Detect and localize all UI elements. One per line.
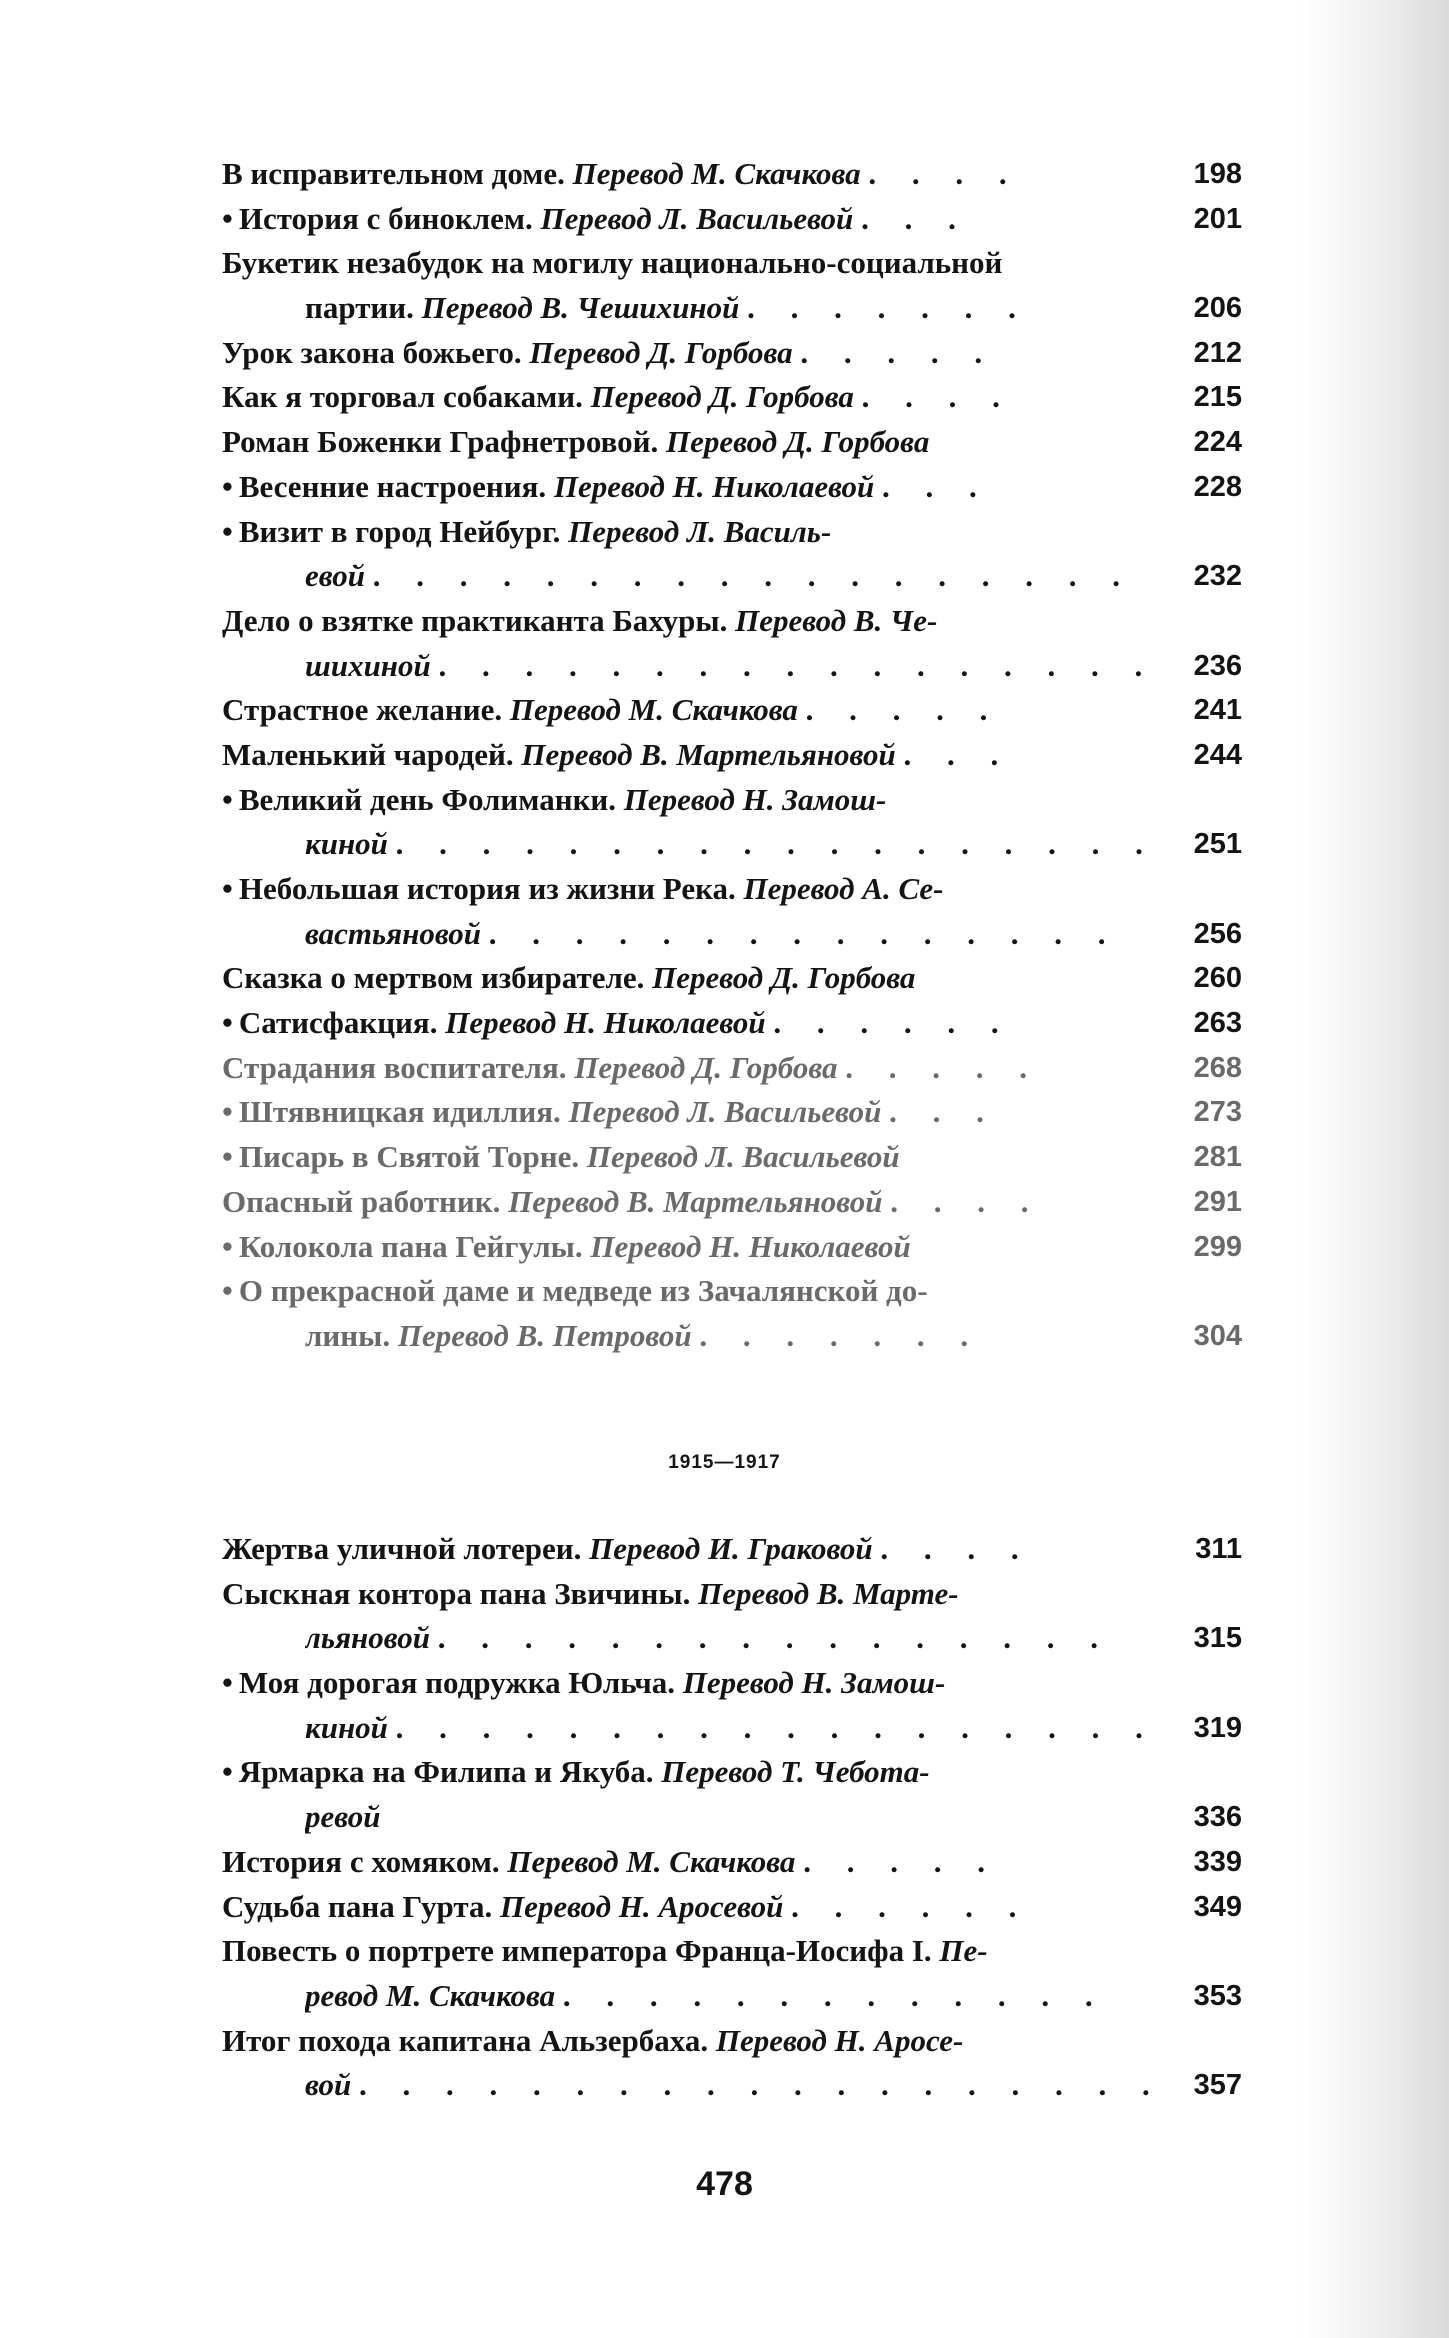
toc-entry-line bbox=[222, 1929, 1242, 1974]
toc-entry-line bbox=[222, 465, 1242, 510]
bullet-marker: • bbox=[222, 871, 233, 906]
toc-entry-line bbox=[222, 510, 1242, 555]
entry-translator: Перевод Д. Горбова bbox=[652, 960, 916, 996]
toc-entry bbox=[222, 1527, 1242, 1572]
toc-entry-line bbox=[222, 1180, 1242, 1225]
entry-translator: Перевод М. Скачкова bbox=[507, 1843, 796, 1879]
entry-translator: ревод М. Скачкова bbox=[305, 1977, 556, 2013]
toc-entry bbox=[222, 1090, 1242, 1135]
entry-page-number: 319 bbox=[1193, 1711, 1242, 1744]
toc-entry-line bbox=[222, 644, 1242, 689]
entry-page-number: 336 bbox=[1193, 1801, 1242, 1834]
toc-entry-line bbox=[222, 1795, 1242, 1840]
entry-translator: Перевод М. Скачкова bbox=[572, 156, 861, 191]
toc-entry bbox=[222, 1269, 1242, 1358]
entry-page-number: 236 bbox=[1193, 649, 1242, 682]
entry-title: Страдания воспитателя. bbox=[222, 1049, 567, 1085]
entry-translator: Перевод Д. Горбова bbox=[529, 334, 793, 370]
entry-title: Страстное желание. bbox=[222, 692, 503, 728]
entry-translator: Пе- bbox=[939, 1933, 988, 1969]
toc-entry bbox=[222, 599, 1242, 688]
toc-entry-line bbox=[222, 2063, 1242, 2108]
bullet-marker: • bbox=[222, 1005, 233, 1041]
toc-entry-line bbox=[222, 912, 1242, 957]
entry-title: Визит в город Нейбург. bbox=[238, 513, 561, 549]
toc-entry-line bbox=[222, 420, 1242, 465]
entry-page-number: 268 bbox=[1193, 1051, 1242, 1084]
entry-page-number: 251 bbox=[1193, 828, 1242, 861]
entry-page-number: 353 bbox=[1193, 1979, 1242, 2012]
leader-dots: . . . . . bbox=[845, 1049, 1042, 1085]
leader-dots: . . . . . bbox=[803, 1843, 999, 1879]
leader-dots: . . . . . bbox=[800, 334, 997, 370]
entry-translator: шихиной bbox=[305, 647, 431, 683]
entry-page-number: 241 bbox=[1193, 694, 1242, 727]
toc-entry-line bbox=[222, 1661, 1242, 1706]
entry-title: Как я торговал собаками. bbox=[222, 379, 583, 415]
toc-entry-line bbox=[222, 1706, 1242, 1751]
entry-page-number: 304 bbox=[1193, 1319, 1242, 1352]
entry-translator: Перевод В. Чешихиной bbox=[421, 290, 740, 326]
toc-entry bbox=[222, 152, 1242, 197]
entry-translator: вастьяновой bbox=[305, 915, 482, 951]
entry-title: История с биноклем. bbox=[238, 200, 533, 236]
entry-title: Дело о взятке практиканта Бахуры. bbox=[222, 602, 728, 638]
toc-entry-line bbox=[222, 733, 1242, 778]
toc-entry-line bbox=[222, 1225, 1242, 1270]
leader-dots: . . . . . . . bbox=[699, 1317, 983, 1353]
entry-translator: евой bbox=[305, 558, 365, 594]
entry-translator: Перевод Д. Горбова bbox=[574, 1049, 838, 1085]
toc-entry-line bbox=[222, 1314, 1242, 1359]
toc-entry-line bbox=[222, 554, 1242, 599]
entry-translator: киной bbox=[305, 826, 388, 862]
toc-entry-line bbox=[222, 1750, 1242, 1795]
toc-entry bbox=[222, 420, 1242, 465]
entry-title: Великий день Фолиманки. bbox=[238, 781, 617, 817]
entry-title: Колокола пана Гейгулы. bbox=[238, 1228, 583, 1264]
entry-translator: Перевод В. Мартельяновой bbox=[508, 1183, 883, 1219]
toc-entry bbox=[222, 1225, 1242, 1270]
entry-translator: Перевод Т. Чебота- bbox=[661, 1754, 930, 1790]
toc-entry-line bbox=[222, 1974, 1242, 2019]
entry-translator: Перевод Н. Замош- bbox=[682, 1665, 946, 1701]
bullet-marker: • bbox=[222, 1228, 233, 1264]
entry-title: История с хомяком. bbox=[222, 1843, 500, 1879]
leader-dots: . . . . . . . . . . . . . . . . bbox=[437, 1620, 1112, 1656]
entry-page-number: 281 bbox=[1193, 1141, 1242, 1174]
entry-translator: Перевод Н. Аросевой bbox=[499, 1888, 784, 1924]
entry-translator: вой bbox=[305, 2067, 352, 2103]
entry-title: Ярмарка на Филипа и Якуба. bbox=[238, 1754, 654, 1790]
toc-entry-line bbox=[222, 599, 1242, 644]
entry-translator: Перевод И. Граковой bbox=[589, 1531, 873, 1566]
entry-translator: Перевод В. Че- bbox=[735, 602, 938, 638]
toc-entry bbox=[222, 733, 1242, 778]
bullet-marker: • bbox=[222, 1665, 233, 1701]
entry-title: В исправительном доме. bbox=[222, 156, 565, 191]
leader-dots: . . . . . . . . . . . . . . . . . . bbox=[372, 558, 1134, 594]
toc-entry bbox=[222, 1180, 1242, 1225]
entry-page-number: 273 bbox=[1193, 1096, 1242, 1129]
entry-page-number: 198 bbox=[1193, 158, 1242, 190]
entry-page-number: 291 bbox=[1193, 1185, 1242, 1218]
leader-dots: . . . . . . . . . . . . . . . . . bbox=[438, 647, 1157, 683]
toc-entry-line bbox=[222, 241, 1242, 286]
leader-dots: . . . . . bbox=[805, 692, 1002, 728]
toc-entry-line bbox=[222, 2019, 1242, 2064]
bullet-marker: • bbox=[222, 200, 233, 236]
leader-dots: . . . bbox=[889, 1094, 998, 1130]
page-number: 478 bbox=[696, 2165, 753, 2203]
toc-entry-line bbox=[222, 1135, 1242, 1180]
entry-title: Роман Боженки Графнетровой. bbox=[222, 424, 659, 460]
entry-title: Моя дорогая подружка Юльча. bbox=[238, 1665, 676, 1701]
entry-translator: Перевод В. Мартельяновой bbox=[521, 736, 896, 772]
entry-translator: льяновой bbox=[305, 1620, 430, 1656]
entry-page-number: 215 bbox=[1193, 381, 1242, 414]
entry-title: Небольшая история из жизни Река. bbox=[238, 871, 736, 906]
section-heading: 1915—1917 bbox=[668, 1452, 781, 1473]
entry-title: Букетик незабудок на могилу национально-социальной bbox=[222, 245, 1003, 281]
toc-entry bbox=[222, 1840, 1242, 1885]
leader-dots: . . . . . . . . . . . . . . . . . . bbox=[395, 1709, 1157, 1745]
entry-page-number: 260 bbox=[1193, 962, 1242, 995]
entry-title: Писарь в Святой Торне. bbox=[238, 1139, 580, 1175]
toc-entry-line bbox=[222, 1885, 1242, 1930]
toc-entry-line bbox=[222, 778, 1242, 823]
entry-title: Урок закона божьего. bbox=[222, 334, 522, 370]
toc-entry bbox=[222, 241, 1242, 330]
leader-dots: . . . . bbox=[861, 379, 1014, 415]
toc-entry-line bbox=[222, 1001, 1242, 1046]
leader-dots: . . . . . . . . . . . . . . . bbox=[488, 915, 1120, 951]
entry-page-number: 232 bbox=[1193, 560, 1242, 593]
entry-page-number: 263 bbox=[1193, 1007, 1242, 1040]
toc-entry-line bbox=[222, 1269, 1242, 1314]
entry-translator: ревой bbox=[305, 1799, 381, 1835]
toc-entry-line bbox=[222, 1616, 1242, 1661]
toc-entry bbox=[222, 375, 1242, 420]
entry-page-number: 349 bbox=[1193, 1890, 1242, 1923]
entry-title: Жертва уличной лотереи. bbox=[222, 1531, 582, 1566]
toc-list-2 bbox=[222, 1527, 1242, 2108]
leader-dots: . . . bbox=[882, 468, 991, 504]
toc-entry-line bbox=[222, 1840, 1242, 1885]
entry-title: Опасный работник. bbox=[222, 1183, 501, 1219]
entry-translator: Перевод Н. Аросе- bbox=[715, 2022, 964, 2058]
toc-entry-line bbox=[222, 867, 1242, 912]
entry-translator: Перевод В. Петровой bbox=[397, 1317, 692, 1353]
entry-translator: Перевод Н. Замош- bbox=[623, 781, 887, 817]
toc-entry bbox=[222, 465, 1242, 510]
entry-translator: киной bbox=[305, 1709, 388, 1745]
entry-title: Сыскная контора пана Звичины. bbox=[222, 1575, 691, 1611]
entry-title: Судьба пана Гурта. bbox=[222, 1888, 493, 1924]
entry-title: Штявницкая идиллия. bbox=[238, 1094, 561, 1130]
toc-entry bbox=[222, 1661, 1242, 1750]
entry-title: Весенние настроения. bbox=[238, 468, 547, 504]
entry-page-number: 311 bbox=[1195, 1533, 1242, 1565]
entry-page-number: 206 bbox=[1193, 292, 1242, 325]
toc-entry bbox=[222, 1572, 1242, 1661]
bullet-marker: • bbox=[222, 1094, 233, 1130]
leader-dots: . . . . bbox=[880, 1531, 1033, 1566]
entry-title: Сказка о мертвом избирателе. bbox=[222, 960, 645, 996]
leader-dots: . . . . . . bbox=[773, 1005, 1013, 1041]
entry-page-number: 299 bbox=[1193, 1230, 1242, 1263]
bullet-marker: • bbox=[222, 1139, 233, 1175]
entry-translator: Перевод Л. Васильевой bbox=[568, 1094, 882, 1130]
entry-translator: Перевод В. Марте- bbox=[698, 1575, 959, 1611]
entry-page-number: 212 bbox=[1193, 336, 1242, 369]
entry-title: О прекрасной даме и медведе из Зачалянской до- bbox=[238, 1273, 928, 1309]
toc-entry-line bbox=[222, 286, 1242, 331]
entry-translator: Перевод Л. Васильевой bbox=[586, 1139, 900, 1175]
bullet-marker: • bbox=[222, 1273, 233, 1309]
bullet-marker: • bbox=[222, 781, 233, 817]
entry-translator: Перевод М. Скачкова bbox=[509, 692, 798, 728]
toc-entry bbox=[222, 197, 1242, 242]
toc-entry bbox=[222, 1001, 1242, 1046]
toc-entry-line bbox=[222, 688, 1242, 733]
entry-title: Итог похода капитана Альзербаха. bbox=[222, 2022, 709, 2058]
entry-page-number: 228 bbox=[1193, 470, 1242, 503]
leader-dots: . . . . . . . . . . . . . bbox=[562, 1977, 1107, 2013]
page-edge-shadow bbox=[1299, 0, 1449, 2338]
toc-entry-line bbox=[222, 822, 1242, 867]
toc-entry-line bbox=[222, 956, 1242, 1001]
toc-entry bbox=[222, 956, 1242, 1001]
entry-page-number: 201 bbox=[1193, 202, 1242, 235]
entry-title: Сатисфакция. bbox=[238, 1005, 438, 1041]
leader-dots: . . . bbox=[903, 736, 1013, 772]
toc-entry-line bbox=[222, 375, 1242, 420]
entry-page-number: 357 bbox=[1193, 2069, 1242, 2102]
toc-entry bbox=[222, 688, 1242, 733]
toc-entry bbox=[222, 1135, 1242, 1180]
leader-dots: . . . bbox=[861, 200, 970, 236]
entry-page-number: 315 bbox=[1193, 1622, 1242, 1655]
leader-dots: . . . . . . . . . . . . . . . . . . bbox=[395, 826, 1157, 862]
entry-title: Повесть о портрете императора Франца-Иосифа I. bbox=[222, 1933, 932, 1969]
entry-translator: Перевод Н. Николаевой bbox=[590, 1228, 911, 1264]
entry-translator: Перевод Н. Николаевой bbox=[445, 1005, 766, 1041]
leader-dots: . . . . . . bbox=[791, 1888, 1031, 1924]
entry-translator: Перевод Д. Горбова bbox=[590, 379, 854, 415]
entry-translator: Перевод Л. Василь- bbox=[568, 513, 832, 549]
leader-dots: . . . . bbox=[868, 156, 1021, 191]
bullet-marker: • bbox=[222, 513, 233, 549]
toc-entry bbox=[222, 1046, 1242, 1091]
toc-entry bbox=[222, 2019, 1242, 2108]
toc-entry-line bbox=[222, 1090, 1242, 1135]
toc-entry bbox=[222, 331, 1242, 376]
toc-entry bbox=[222, 1929, 1242, 2018]
toc-entry bbox=[222, 1885, 1242, 1930]
entry-page-number: 224 bbox=[1193, 426, 1242, 459]
entry-page-number: 244 bbox=[1193, 738, 1242, 771]
toc-entry bbox=[222, 867, 1242, 956]
toc-entry-line bbox=[222, 152, 1242, 197]
toc-entry-line bbox=[222, 197, 1242, 242]
toc-list-1 bbox=[222, 152, 1242, 1359]
entry-page-number: 339 bbox=[1193, 1845, 1242, 1878]
toc-entry-line bbox=[222, 1527, 1242, 1572]
entry-translator: Перевод Д. Горбова bbox=[666, 424, 930, 460]
entry-title: Маленький чародей. bbox=[222, 736, 514, 772]
leader-dots: . . . . . . . . . . . . . . . . . . . bbox=[358, 2067, 1164, 2103]
entry-translator: Перевод Л. Васильевой bbox=[540, 200, 854, 236]
toc-entry bbox=[222, 778, 1242, 867]
toc-entry-line bbox=[222, 1572, 1242, 1617]
entry-title: партии. bbox=[305, 290, 414, 326]
toc-entry-line bbox=[222, 1046, 1242, 1091]
bullet-marker: • bbox=[222, 468, 233, 504]
leader-dots: . . . . bbox=[890, 1183, 1043, 1219]
entry-translator: Перевод Н. Николаевой bbox=[553, 468, 875, 504]
entry-title: лины. bbox=[305, 1317, 391, 1353]
toc-entry-line bbox=[222, 331, 1242, 376]
entry-translator: Перевод А. Се- bbox=[743, 871, 944, 906]
toc-entry bbox=[222, 510, 1242, 599]
toc-entry bbox=[222, 1750, 1242, 1839]
entry-page-number: 256 bbox=[1193, 917, 1242, 950]
leader-dots: . . . . . . . bbox=[747, 290, 1030, 326]
bullet-marker: • bbox=[222, 1754, 233, 1790]
